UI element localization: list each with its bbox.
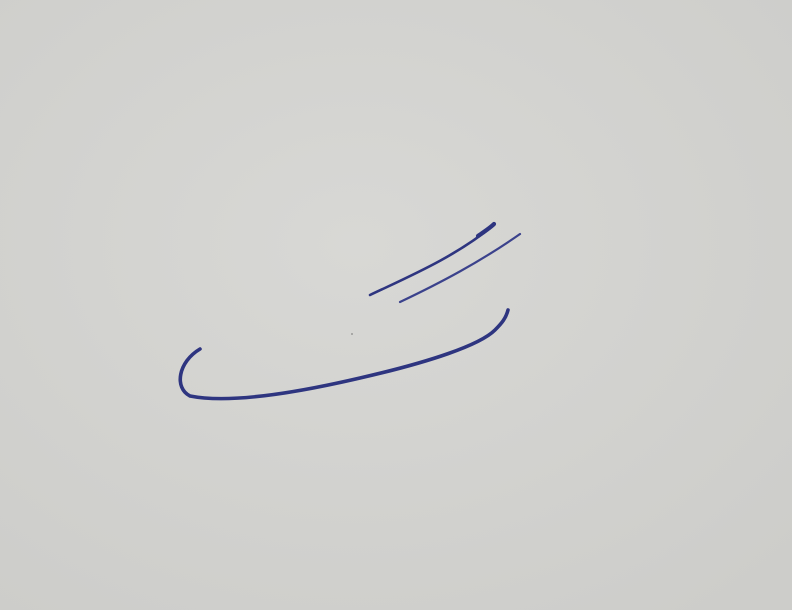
paper-speck: [351, 333, 353, 335]
